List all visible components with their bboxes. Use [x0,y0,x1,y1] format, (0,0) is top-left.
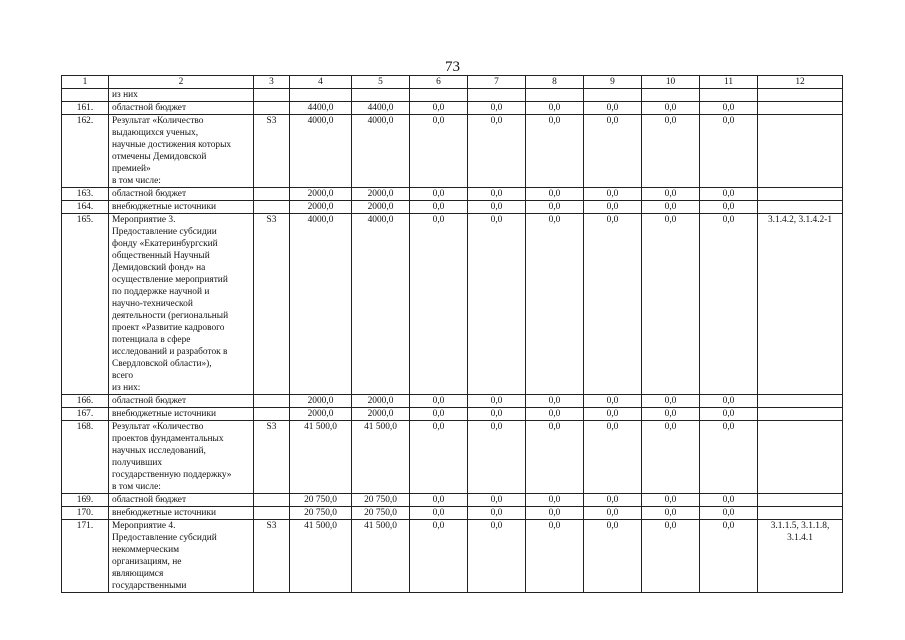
amount-cell-v5: 4000,0 [352,214,410,395]
description-line: общественный Научный [112,251,210,261]
amount-cell-v11: 0,0 [700,188,758,201]
table-row [62,115,843,188]
row-description [109,395,254,408]
target-indicator-refs [758,408,843,421]
description-line: государственную поддержку» [112,470,232,480]
row-description [109,115,254,188]
target-ref-line: 3.1.4.1 [787,533,813,543]
row-description [109,507,254,520]
description-line: некоммерческим [112,545,180,555]
amount-cell-v10: 0,0 [642,214,700,395]
target-indicator-refs [758,201,843,214]
column-header-12: 12 [758,76,843,89]
amount-cell-v8: 0,0 [526,188,584,201]
amount-cell-v8: 0,0 [526,201,584,214]
description-line: исследований и разработок в [112,347,228,357]
column-header-7: 7 [468,76,526,89]
description-line: внебюджетные источники [112,508,217,518]
amount-cell-v7: 0,0 [468,214,526,395]
amount-cell-v7: 0,0 [468,395,526,408]
row-description [109,408,254,421]
amount-cell-v7: 0,0 [468,520,526,593]
source-code [254,188,290,201]
target-indicator-refs [758,115,843,188]
description-line: областной бюджет [112,103,187,113]
description-line: являющимся [112,569,164,579]
source-code [254,507,290,520]
amount-cell-v11 [700,89,758,102]
amount-cell-v9: 0,0 [584,214,642,395]
amount-cell-v11: 0,0 [700,494,758,507]
amount-cell-v6: 0,0 [410,395,468,408]
source-code: S3 [254,421,290,494]
amount-cell-v9: 0,0 [584,115,642,188]
description-line: областной бюджет [112,495,187,505]
amount-cell-v6: 0,0 [410,421,468,494]
page-number: 73 [445,59,460,75]
target-indicator-refs [758,89,843,102]
table-row [62,214,843,395]
amount-cell-v9: 0,0 [584,421,642,494]
amount-cell-v5 [352,89,410,102]
amount-cell-v8: 0,0 [526,408,584,421]
amount-cell-v10 [642,89,700,102]
table-row [62,395,843,408]
amount-cell-v6: 0,0 [410,214,468,395]
amount-cell-v11: 0,0 [700,408,758,421]
amount-cell-v6: 0,0 [410,507,468,520]
description-line: Мероприятие 3. [112,215,176,225]
amount-cell-v9 [584,89,642,102]
target-indicator-refs [758,395,843,408]
description-line: внебюджетные источники [112,202,217,212]
row-number: 162. [62,115,109,188]
amount-cell-v9: 0,0 [584,395,642,408]
description-line: научных исследований, [112,446,206,456]
amount-cell-v11: 0,0 [700,507,758,520]
row-number: 169. [62,494,109,507]
source-code [254,395,290,408]
column-header-3: 3 [254,76,290,89]
amount-cell-v5: 4400,0 [352,102,410,115]
amount-cell-v11: 0,0 [700,102,758,115]
source-code [254,201,290,214]
amount-cell-v7: 0,0 [468,188,526,201]
description-line: в том числе: [112,176,161,186]
amount-cell-v10: 0,0 [642,395,700,408]
amount-cell-v5: 2000,0 [352,408,410,421]
column-header-9: 9 [584,76,642,89]
description-line: Предоставление субсидии [112,227,217,237]
description-line: отмечены Демидовской [112,152,207,162]
column-header-5: 5 [352,76,410,89]
description-line: Свердловской области»), [112,359,212,369]
description-line: Мероприятие 4. [112,521,176,531]
row-number: 168. [62,421,109,494]
target-indicator-refs [758,520,843,593]
amount-cell-v7: 0,0 [468,494,526,507]
amount-cell-v5: 41 500,0 [352,421,410,494]
amount-cell-v6: 0,0 [410,115,468,188]
table-row [62,520,843,593]
description-line: по поддержке научной и [112,287,210,297]
description-line: получивших [112,458,163,468]
amount-cell-v4: 2000,0 [290,188,352,201]
table-row [62,408,843,421]
amount-cell-v10: 0,0 [642,201,700,214]
row-description [109,188,254,201]
amount-cell-v4: 4000,0 [290,115,352,188]
amount-cell-v9: 0,0 [584,408,642,421]
amount-cell-v6 [410,89,468,102]
target-ref-line: 3.1.1.5, 3.1.1.8, [770,521,830,531]
description-line: научные достижения которых [112,140,232,150]
amount-cell-v10: 0,0 [642,102,700,115]
description-line: деятельности (региональный [112,311,229,321]
amount-cell-v4: 4000,0 [290,214,352,395]
amount-cell-v4: 41 500,0 [290,520,352,593]
amount-cell-v9: 0,0 [584,494,642,507]
description-line: проект «Развитие кадрового [112,323,225,333]
description-line: организациям, не [112,557,182,567]
amount-cell-v9: 0,0 [584,102,642,115]
amount-cell-v4: 2000,0 [290,201,352,214]
description-line: научно-технической [112,299,193,309]
amount-cell-v11: 0,0 [700,115,758,188]
amount-cell-v5: 20 750,0 [352,494,410,507]
description-line: всего [112,371,134,381]
row-number: 164. [62,201,109,214]
amount-cell-v11: 0,0 [700,520,758,593]
amount-cell-v10: 0,0 [642,188,700,201]
amount-cell-v8: 0,0 [526,494,584,507]
amount-cell-v8: 0,0 [526,115,584,188]
description-line: премией» [112,164,151,174]
amount-cell-v10: 0,0 [642,520,700,593]
amount-cell-v10: 0,0 [642,408,700,421]
description-line: выдающихся ученых, [112,128,199,138]
budget-table [61,75,843,593]
amount-cell-v8: 0,0 [526,102,584,115]
row-description [109,520,254,593]
row-description [109,421,254,494]
description-line: потенциала в сфере [112,335,191,345]
amount-cell-v6: 0,0 [410,520,468,593]
table-row [62,201,843,214]
column-header-1: 1 [62,76,109,89]
row-number: 166. [62,395,109,408]
table-row [62,494,843,507]
description-line: проектов фундаментальных [112,434,224,444]
row-number: 170. [62,507,109,520]
amount-cell-v8: 0,0 [526,395,584,408]
amount-cell-v8: 0,0 [526,421,584,494]
target-indicator-refs [758,214,843,395]
table-row [62,507,843,520]
header-row [62,76,843,89]
amount-cell-v5: 41 500,0 [352,520,410,593]
amount-cell-v5: 2000,0 [352,201,410,214]
target-indicator-refs [758,188,843,201]
amount-cell-v11: 0,0 [700,395,758,408]
amount-cell-v9: 0,0 [584,188,642,201]
amount-cell-v5: 2000,0 [352,395,410,408]
description-line: областной бюджет [112,396,187,406]
amount-cell-v4 [290,89,352,102]
amount-cell-v6: 0,0 [410,494,468,507]
amount-cell-v8: 0,0 [526,520,584,593]
row-description [109,102,254,115]
amount-cell-v5: 2000,0 [352,188,410,201]
amount-cell-v7: 0,0 [468,507,526,520]
amount-cell-v4: 2000,0 [290,395,352,408]
row-number: 163. [62,188,109,201]
amount-cell-v4: 2000,0 [290,408,352,421]
description-line: фонду «Екатеринбургский [112,239,218,249]
row-description [109,89,254,102]
description-line: Предоставление субсидий [112,533,217,543]
row-number [62,89,109,102]
column-header-8: 8 [526,76,584,89]
amount-cell-v5: 20 750,0 [352,507,410,520]
source-code [254,89,290,102]
row-number: 167. [62,408,109,421]
target-indicator-refs [758,421,843,494]
table-body [62,89,843,593]
amount-cell-v7: 0,0 [468,408,526,421]
column-header-10: 10 [642,76,700,89]
description-line: Демидовский фонд» на [112,263,206,273]
amount-cell-v11: 0,0 [700,214,758,395]
amount-cell-v10: 0,0 [642,494,700,507]
row-number: 165. [62,214,109,395]
source-code: S3 [254,520,290,593]
row-number: 171. [62,520,109,593]
source-code [254,102,290,115]
source-code: S3 [254,214,290,395]
target-indicator-refs [758,507,843,520]
amount-cell-v4: 20 750,0 [290,507,352,520]
amount-cell-v6: 0,0 [410,102,468,115]
source-code [254,408,290,421]
description-line: из них: [112,383,141,393]
amount-cell-v7 [468,89,526,102]
amount-cell-v9: 0,0 [584,520,642,593]
description-line: государственными [112,581,187,591]
amount-cell-v7: 0,0 [468,421,526,494]
amount-cell-v6: 0,0 [410,188,468,201]
target-indicator-refs [758,494,843,507]
column-header-11: 11 [700,76,758,89]
target-indicator-refs [758,102,843,115]
description-line: Результат «Количество [112,116,204,126]
description-line: областной бюджет [112,189,187,199]
amount-cell-v8 [526,89,584,102]
table-row [62,102,843,115]
amount-cell-v9: 0,0 [584,507,642,520]
amount-cell-v7: 0,0 [468,115,526,188]
row-number: 161. [62,102,109,115]
amount-cell-v10: 0,0 [642,115,700,188]
source-code [254,494,290,507]
source-code: S3 [254,115,290,188]
column-header-2: 2 [109,76,254,89]
amount-cell-v5: 4000,0 [352,115,410,188]
target-ref-line: 3.1.4.2, 3.1.4.2-1 [767,215,833,225]
column-header-6: 6 [410,76,468,89]
row-description [109,214,254,395]
amount-cell-v11: 0,0 [700,201,758,214]
amount-cell-v8: 0,0 [526,214,584,395]
description-line: осуществление мероприятий [112,275,228,285]
amount-cell-v7: 0,0 [468,102,526,115]
amount-cell-v10: 0,0 [642,421,700,494]
amount-cell-v4: 4400,0 [290,102,352,115]
description-line: из них [112,90,138,100]
amount-cell-v6: 0,0 [410,408,468,421]
amount-cell-v10: 0,0 [642,507,700,520]
table-row [62,89,843,102]
amount-cell-v6: 0,0 [410,201,468,214]
amount-cell-v8: 0,0 [526,507,584,520]
amount-cell-v9: 0,0 [584,201,642,214]
row-description [109,201,254,214]
description-line: Результат «Количество [112,422,204,432]
amount-cell-v4: 20 750,0 [290,494,352,507]
amount-cell-v4: 41 500,0 [290,421,352,494]
amount-cell-v11: 0,0 [700,421,758,494]
description-line: в том числе: [112,482,161,492]
table-row [62,421,843,494]
table-row [62,188,843,201]
row-description [109,494,254,507]
description-line: внебюджетные источники [112,409,217,419]
amount-cell-v7: 0,0 [468,201,526,214]
column-header-4: 4 [290,76,352,89]
